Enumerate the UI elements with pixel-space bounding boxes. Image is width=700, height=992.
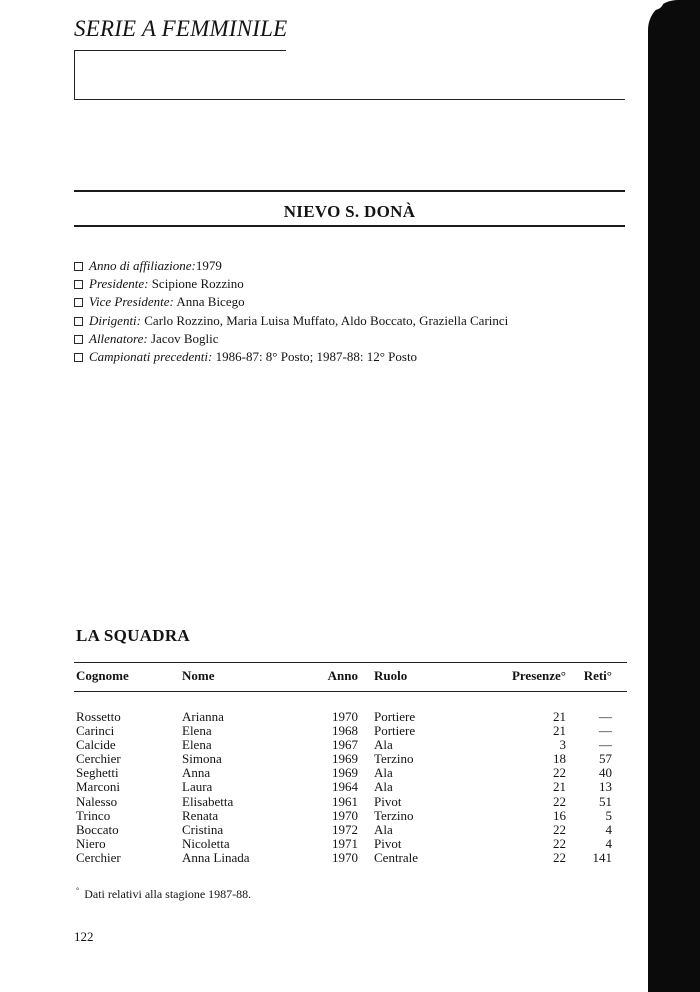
cell-reti: 141 (592, 849, 612, 865)
info-label: Anno di affiliazione: (89, 258, 196, 273)
cell-presenze: 21 (553, 709, 566, 724)
club-info-list (74, 257, 508, 366)
cell-cognome: Marconi (76, 779, 121, 795)
checkbox-square-icon (74, 335, 83, 344)
cell-ruolo: Terzino (374, 807, 414, 823)
cell-presenze: 22 (553, 765, 566, 781)
cell-anno: 1970 (332, 849, 358, 865)
checkbox-square-icon (74, 262, 83, 271)
cell-reti: — (599, 723, 612, 739)
info-label: Campionati precedenti: (89, 348, 213, 364)
cell-ruolo: Portiere (374, 723, 416, 739)
cell-cognome: Nalesso (76, 793, 118, 809)
book-binding-edge (648, 0, 700, 992)
cell-presenze: 16 (553, 807, 566, 823)
info-value: Jacov Boglic (147, 330, 219, 346)
cell-presenze: 22 (553, 821, 566, 837)
cell-cognome: Carinci (76, 723, 115, 739)
table-row (0, 809, 700, 823)
info-label: Dirigenti: (89, 312, 141, 328)
checkbox-square-icon (74, 353, 83, 362)
cell-presenze: 21 (553, 723, 566, 739)
info-item (74, 257, 508, 275)
cell-reti: 5 (605, 807, 612, 823)
cell-ruolo: Terzino (374, 751, 414, 767)
frame-left-rule (74, 50, 75, 100)
cell-nome: Elena (182, 723, 212, 739)
footnote-text: Dati relativi alla stagione 1987-88. (84, 887, 252, 901)
info-item (74, 330, 508, 348)
cell-anno: 1961 (332, 793, 358, 809)
col-header-cognome: Cognome (76, 668, 129, 683)
info-value: Scipione Rozzino (148, 276, 244, 292)
cell-ruolo: Pivot (374, 835, 402, 851)
cell-cognome: Calcide (76, 737, 116, 753)
cell-anno: 1972 (332, 821, 358, 837)
squad-title: LA SQUADRA (76, 626, 190, 645)
cell-anno: 1970 (332, 709, 358, 724)
team-name: NIEVO S. DONÀ (283, 202, 416, 221)
cell-reti: 4 (605, 835, 612, 851)
cell-reti: 4 (605, 821, 612, 837)
cell-presenze: 3 (559, 737, 566, 753)
info-value: Anna Bicego (173, 294, 245, 310)
cell-nome: Anna Linada (182, 849, 250, 865)
cell-presenze: 22 (553, 793, 566, 809)
table-body (0, 710, 700, 865)
footnote (76, 886, 251, 902)
team-top-rule (74, 190, 625, 192)
cell-nome: Elena (182, 737, 212, 753)
cell-nome: Renata (182, 807, 219, 823)
table-header (0, 668, 700, 684)
info-item (74, 293, 508, 311)
info-value: Carlo Rozzino, Maria Luisa Muffato, Aldo Boccato, Graziella Carinci (141, 312, 509, 328)
checkbox-square-icon (74, 317, 83, 326)
cell-ruolo: Centrale (374, 849, 419, 865)
cell-reti: — (599, 737, 612, 753)
cell-nome: Simona (182, 751, 222, 767)
team-bottom-rule (74, 225, 625, 227)
cell-ruolo: Pivot (374, 793, 402, 809)
cell-presenze: 22 (553, 835, 566, 851)
cell-anno: 1964 (332, 779, 358, 795)
frame-bottom-rule (74, 99, 625, 100)
info-item (74, 275, 508, 293)
table-row (0, 823, 700, 837)
info-value: 1979 (195, 258, 222, 273)
cell-ruolo: Ala (374, 765, 393, 781)
cell-cognome: Seghetti (76, 765, 119, 781)
table-row (0, 738, 700, 752)
checkbox-square-icon (74, 298, 83, 307)
col-header-reti: Reti° (583, 668, 612, 683)
cell-cognome: Niero (76, 835, 106, 851)
cell-anno: 1969 (332, 751, 358, 767)
cell-cognome: Cerchier (76, 849, 121, 865)
cell-nome: Arianna (182, 709, 224, 724)
cell-presenze: 18 (553, 751, 566, 767)
series-title: SERIE A FEMMINILE (74, 16, 288, 41)
cell-cognome: Rossetto (76, 709, 121, 724)
cell-nome: Nicoletta (182, 835, 230, 851)
cell-anno: 1968 (332, 723, 358, 739)
table-row (0, 780, 700, 794)
cell-anno: 1970 (332, 807, 358, 823)
cell-ruolo: Portiere (374, 709, 416, 724)
cell-nome: Elisabetta (182, 793, 234, 809)
table-row (0, 851, 700, 865)
cell-nome: Anna (182, 765, 211, 781)
cell-cognome: Trinco (76, 807, 111, 823)
col-header-anno: Anno (327, 668, 358, 683)
cell-reti: 13 (599, 779, 612, 795)
cell-anno: 1967 (332, 737, 358, 753)
cell-ruolo: Ala (374, 779, 393, 795)
table-row (0, 837, 700, 851)
cell-reti: 51 (599, 793, 612, 809)
empty-frame (74, 50, 625, 100)
table-row (0, 724, 700, 738)
table-row (0, 766, 700, 780)
cell-anno: 1971 (332, 835, 358, 851)
cell-reti: — (599, 709, 612, 724)
page-number: 122 (74, 929, 94, 944)
info-item (74, 348, 508, 366)
cell-ruolo: Ala (374, 821, 393, 837)
cell-cognome: Cerchier (76, 751, 121, 767)
info-item (74, 312, 508, 330)
cell-reti: 57 (599, 751, 612, 767)
cell-cognome: Boccato (76, 821, 119, 837)
cell-ruolo: Ala (374, 737, 393, 753)
col-header-nome: Nome (182, 668, 215, 683)
table-row (0, 795, 700, 809)
col-header-presenze: Presenze° (511, 668, 566, 683)
cell-presenze: 22 (553, 849, 566, 865)
cell-reti: 40 (599, 765, 612, 781)
cell-presenze: 21 (553, 779, 566, 795)
footnote-marker: ° (76, 886, 80, 895)
col-header-ruolo: Ruolo (374, 668, 408, 683)
table-top-rule (74, 662, 627, 663)
cell-anno: 1969 (332, 765, 358, 781)
info-label: Allenatore: (89, 330, 148, 346)
table-row (0, 710, 700, 724)
cell-nome: Cristina (182, 821, 224, 837)
frame-top-rule (74, 50, 286, 51)
checkbox-square-icon (74, 280, 83, 289)
info-value: 1986-87: 8° Posto; 1987-88: 12° Posto (212, 348, 418, 364)
table-header-rule (74, 691, 627, 692)
cell-nome: Laura (182, 779, 213, 795)
table-row (0, 752, 700, 766)
info-label: Vice Presidente: (89, 294, 174, 310)
info-label: Presidente: (89, 276, 149, 292)
